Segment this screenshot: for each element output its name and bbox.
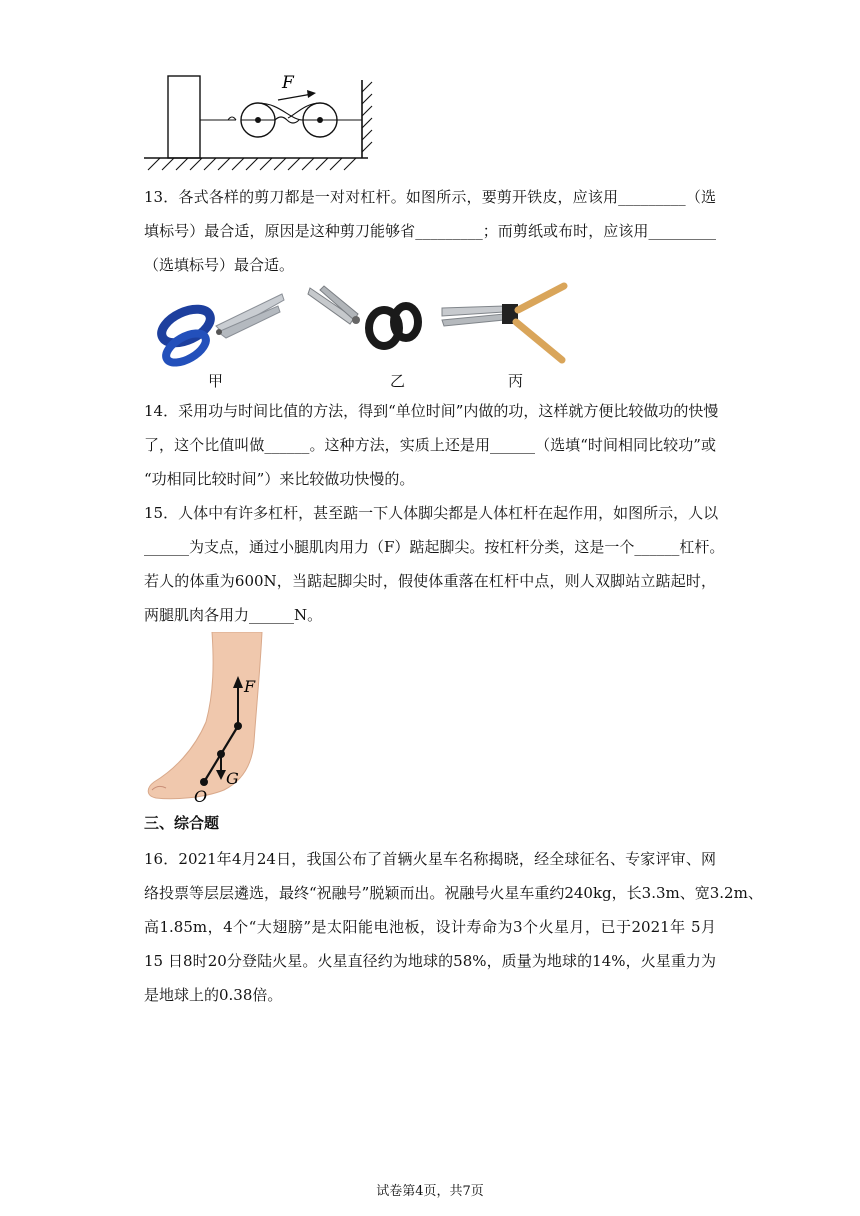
caption-yi: 乙 xyxy=(390,372,406,390)
force-f-label: F xyxy=(282,73,294,93)
q15-line-4: 两腿肌肉各用力______N。 xyxy=(144,606,323,624)
q13-line-3: （选填标号）最合适。 xyxy=(144,256,295,274)
question-13 xyxy=(144,180,716,282)
foot-lever-figure xyxy=(144,632,274,804)
scissors-yi-image xyxy=(304,282,424,362)
q14-line-1: 14．采用功与时间比值的方法，得到“单位时间”内做的功，这样就方便比较做功的快慢 xyxy=(144,402,719,420)
q15-line-3: 若人的体重为600N，当踮起脚尖时，假使体重落在杠杆中点，则人双脚站立踮起时， xyxy=(144,572,716,590)
pulley-figure xyxy=(140,70,380,175)
q16-line-5: 是地球上的0.38倍。 xyxy=(144,986,283,1004)
q16-line-4: 15 日8时20分登陆火星。火星直径约为地球的58%，质量为地球的14%，火星重力为 xyxy=(144,952,716,970)
question-15 xyxy=(144,496,725,632)
q16-line-2: 络投票等层层遴选，最终“祝融号”脱颖而出。祝融号火星车重约240kg，长3.3m、宽3.2m、 xyxy=(144,884,763,902)
page-footer: 试卷第4页，共7页 xyxy=(376,1184,484,1199)
foot-force-label: F xyxy=(244,677,256,696)
foot-gravity-label: G xyxy=(226,769,239,788)
q14-line-3: “功相同比较时间”）来比较做功快慢的。 xyxy=(144,470,415,488)
caption-bing: 丙 xyxy=(508,372,524,390)
q16-line-1: 16．2021年4月24日，我国公布了首辆火星车名称揭晓，经全球征名、专家评审、网 xyxy=(144,850,716,868)
q13-line-1: 13．各式各样的剪刀都是一对对杠杆。如图所示，要剪开铁皮，应该用_________（选 xyxy=(144,188,716,206)
q15-line-1: 15．人体中有许多杠杆，甚至踮一下人体脚尖都是人体杠杆在起作用，如图所示，人以 xyxy=(144,504,719,522)
scissors-bing-image xyxy=(440,282,570,364)
scissors-jia-image xyxy=(146,286,286,368)
q16-line-3: 高1.85m，4个“大翅膀”是太阳能电池板，设计寿命为3个火星月，已于2021年 5月 xyxy=(144,918,716,936)
q13-line-2: 填标号）最合适，原因是这种剪刀能够省_________；而剪纸或布时，应该用_________ xyxy=(144,222,716,240)
question-16 xyxy=(144,842,763,1012)
q15-line-2: ______为支点，通过小腿肌肉用力（F）踮起脚尖。按杠杆分类，这是一个______杠杆。 xyxy=(144,538,725,556)
section-heading: 三、综合题 xyxy=(144,814,220,832)
question-14 xyxy=(144,394,719,496)
caption-jia: 甲 xyxy=(208,372,224,390)
foot-pivot-label: O xyxy=(194,787,208,804)
q14-line-2: 了，这个比值叫做______。这种方法，实质上还是用______（选填“时间相同比较功”或 xyxy=(144,436,716,454)
